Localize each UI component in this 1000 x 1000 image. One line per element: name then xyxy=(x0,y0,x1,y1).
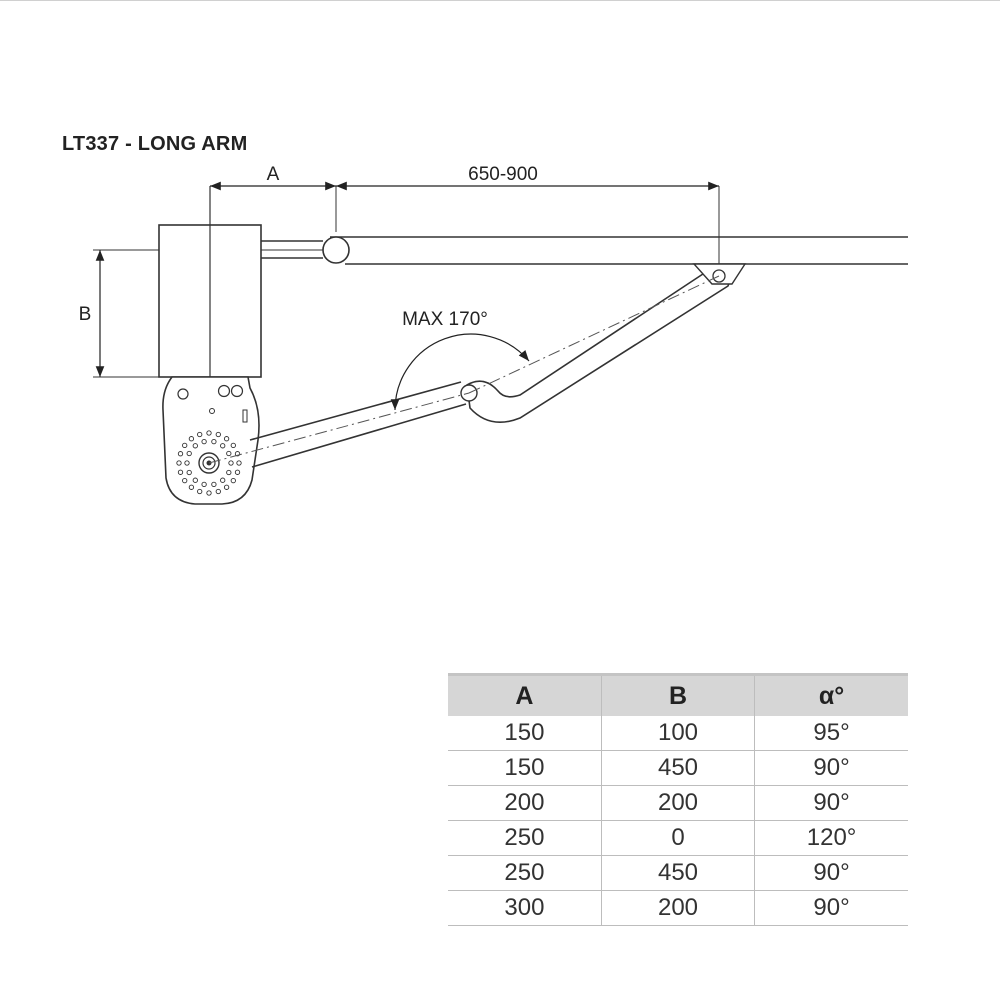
cell-b: 200 xyxy=(601,786,754,821)
mounting-hole xyxy=(227,451,231,455)
cell-b: 450 xyxy=(601,856,754,891)
table-header-row xyxy=(448,675,908,717)
table-row xyxy=(448,821,908,856)
cell-a: 300 xyxy=(448,891,601,926)
cell-alpha: 90° xyxy=(755,891,908,926)
cell-alpha: 90° xyxy=(755,786,908,821)
mounting-hole xyxy=(231,478,235,482)
table-row xyxy=(448,716,908,751)
mounting-hole xyxy=(187,470,191,474)
max-angle-label: MAX 170° xyxy=(402,309,488,330)
arm-axis-lines xyxy=(209,276,719,463)
cell-alpha: 95° xyxy=(755,716,908,751)
cell-a: 150 xyxy=(448,716,601,751)
mounting-hole xyxy=(189,437,193,441)
cell-a: 250 xyxy=(448,856,601,891)
mounting-hole xyxy=(216,432,220,436)
mounting-hole xyxy=(207,491,211,495)
dimension-arm-length xyxy=(336,186,719,270)
mounting-hole xyxy=(235,470,239,474)
mounting-hole xyxy=(202,482,206,486)
cell-a: 150 xyxy=(448,751,601,786)
mounting-hole xyxy=(202,439,206,443)
mounting-hole xyxy=(183,443,187,447)
table-row xyxy=(448,891,908,926)
dimension-arm-label: 650-900 xyxy=(468,164,538,185)
cell-alpha: 90° xyxy=(755,751,908,786)
mounting-hole xyxy=(178,452,182,456)
cell-b: 100 xyxy=(601,716,754,751)
mounting-hole xyxy=(193,444,197,448)
mounting-hole xyxy=(198,489,202,493)
cell-b: 200 xyxy=(601,891,754,926)
mounting-hole xyxy=(193,478,197,482)
page-title: LT337 - LONG ARM xyxy=(62,133,248,155)
dimension-b-label: B xyxy=(78,304,92,325)
mounting-hole xyxy=(224,437,228,441)
mounting-hole xyxy=(237,461,241,465)
header-alpha: α° xyxy=(755,675,908,717)
mounting-hole xyxy=(227,470,231,474)
table-row xyxy=(448,786,908,821)
cell-a: 250 xyxy=(448,821,601,856)
mounting-hole xyxy=(183,478,187,482)
mounting-hole xyxy=(177,461,181,465)
table-row xyxy=(448,751,908,786)
mounting-hole xyxy=(221,444,225,448)
mounting-hole xyxy=(221,478,225,482)
cell-alpha: 90° xyxy=(755,856,908,891)
short-arm xyxy=(250,382,466,467)
mounting-hole xyxy=(231,443,235,447)
mounting-hole xyxy=(178,470,182,474)
mounting-hole xyxy=(185,461,189,465)
operator-body xyxy=(163,377,259,504)
curved-arm xyxy=(467,268,730,422)
header-b: B xyxy=(601,675,754,717)
mounting-hole xyxy=(187,451,191,455)
cell-alpha: 120° xyxy=(755,821,908,856)
gate-leaf xyxy=(330,237,908,264)
mounting-hole xyxy=(189,485,193,489)
spec-table xyxy=(448,673,908,926)
cell-b: 0 xyxy=(601,821,754,856)
mounting-hole xyxy=(212,439,216,443)
mounting-hole xyxy=(229,461,233,465)
cell-a: 200 xyxy=(448,786,601,821)
mounting-hole xyxy=(207,431,211,435)
header-a: A xyxy=(448,675,601,717)
mounting-hole xyxy=(212,482,216,486)
mounting-hole xyxy=(198,432,202,436)
table-row xyxy=(448,856,908,891)
dimension-a-label: A xyxy=(266,164,280,185)
cell-b: 450 xyxy=(601,751,754,786)
mounting-hole xyxy=(216,489,220,493)
mounting-hole xyxy=(224,485,228,489)
